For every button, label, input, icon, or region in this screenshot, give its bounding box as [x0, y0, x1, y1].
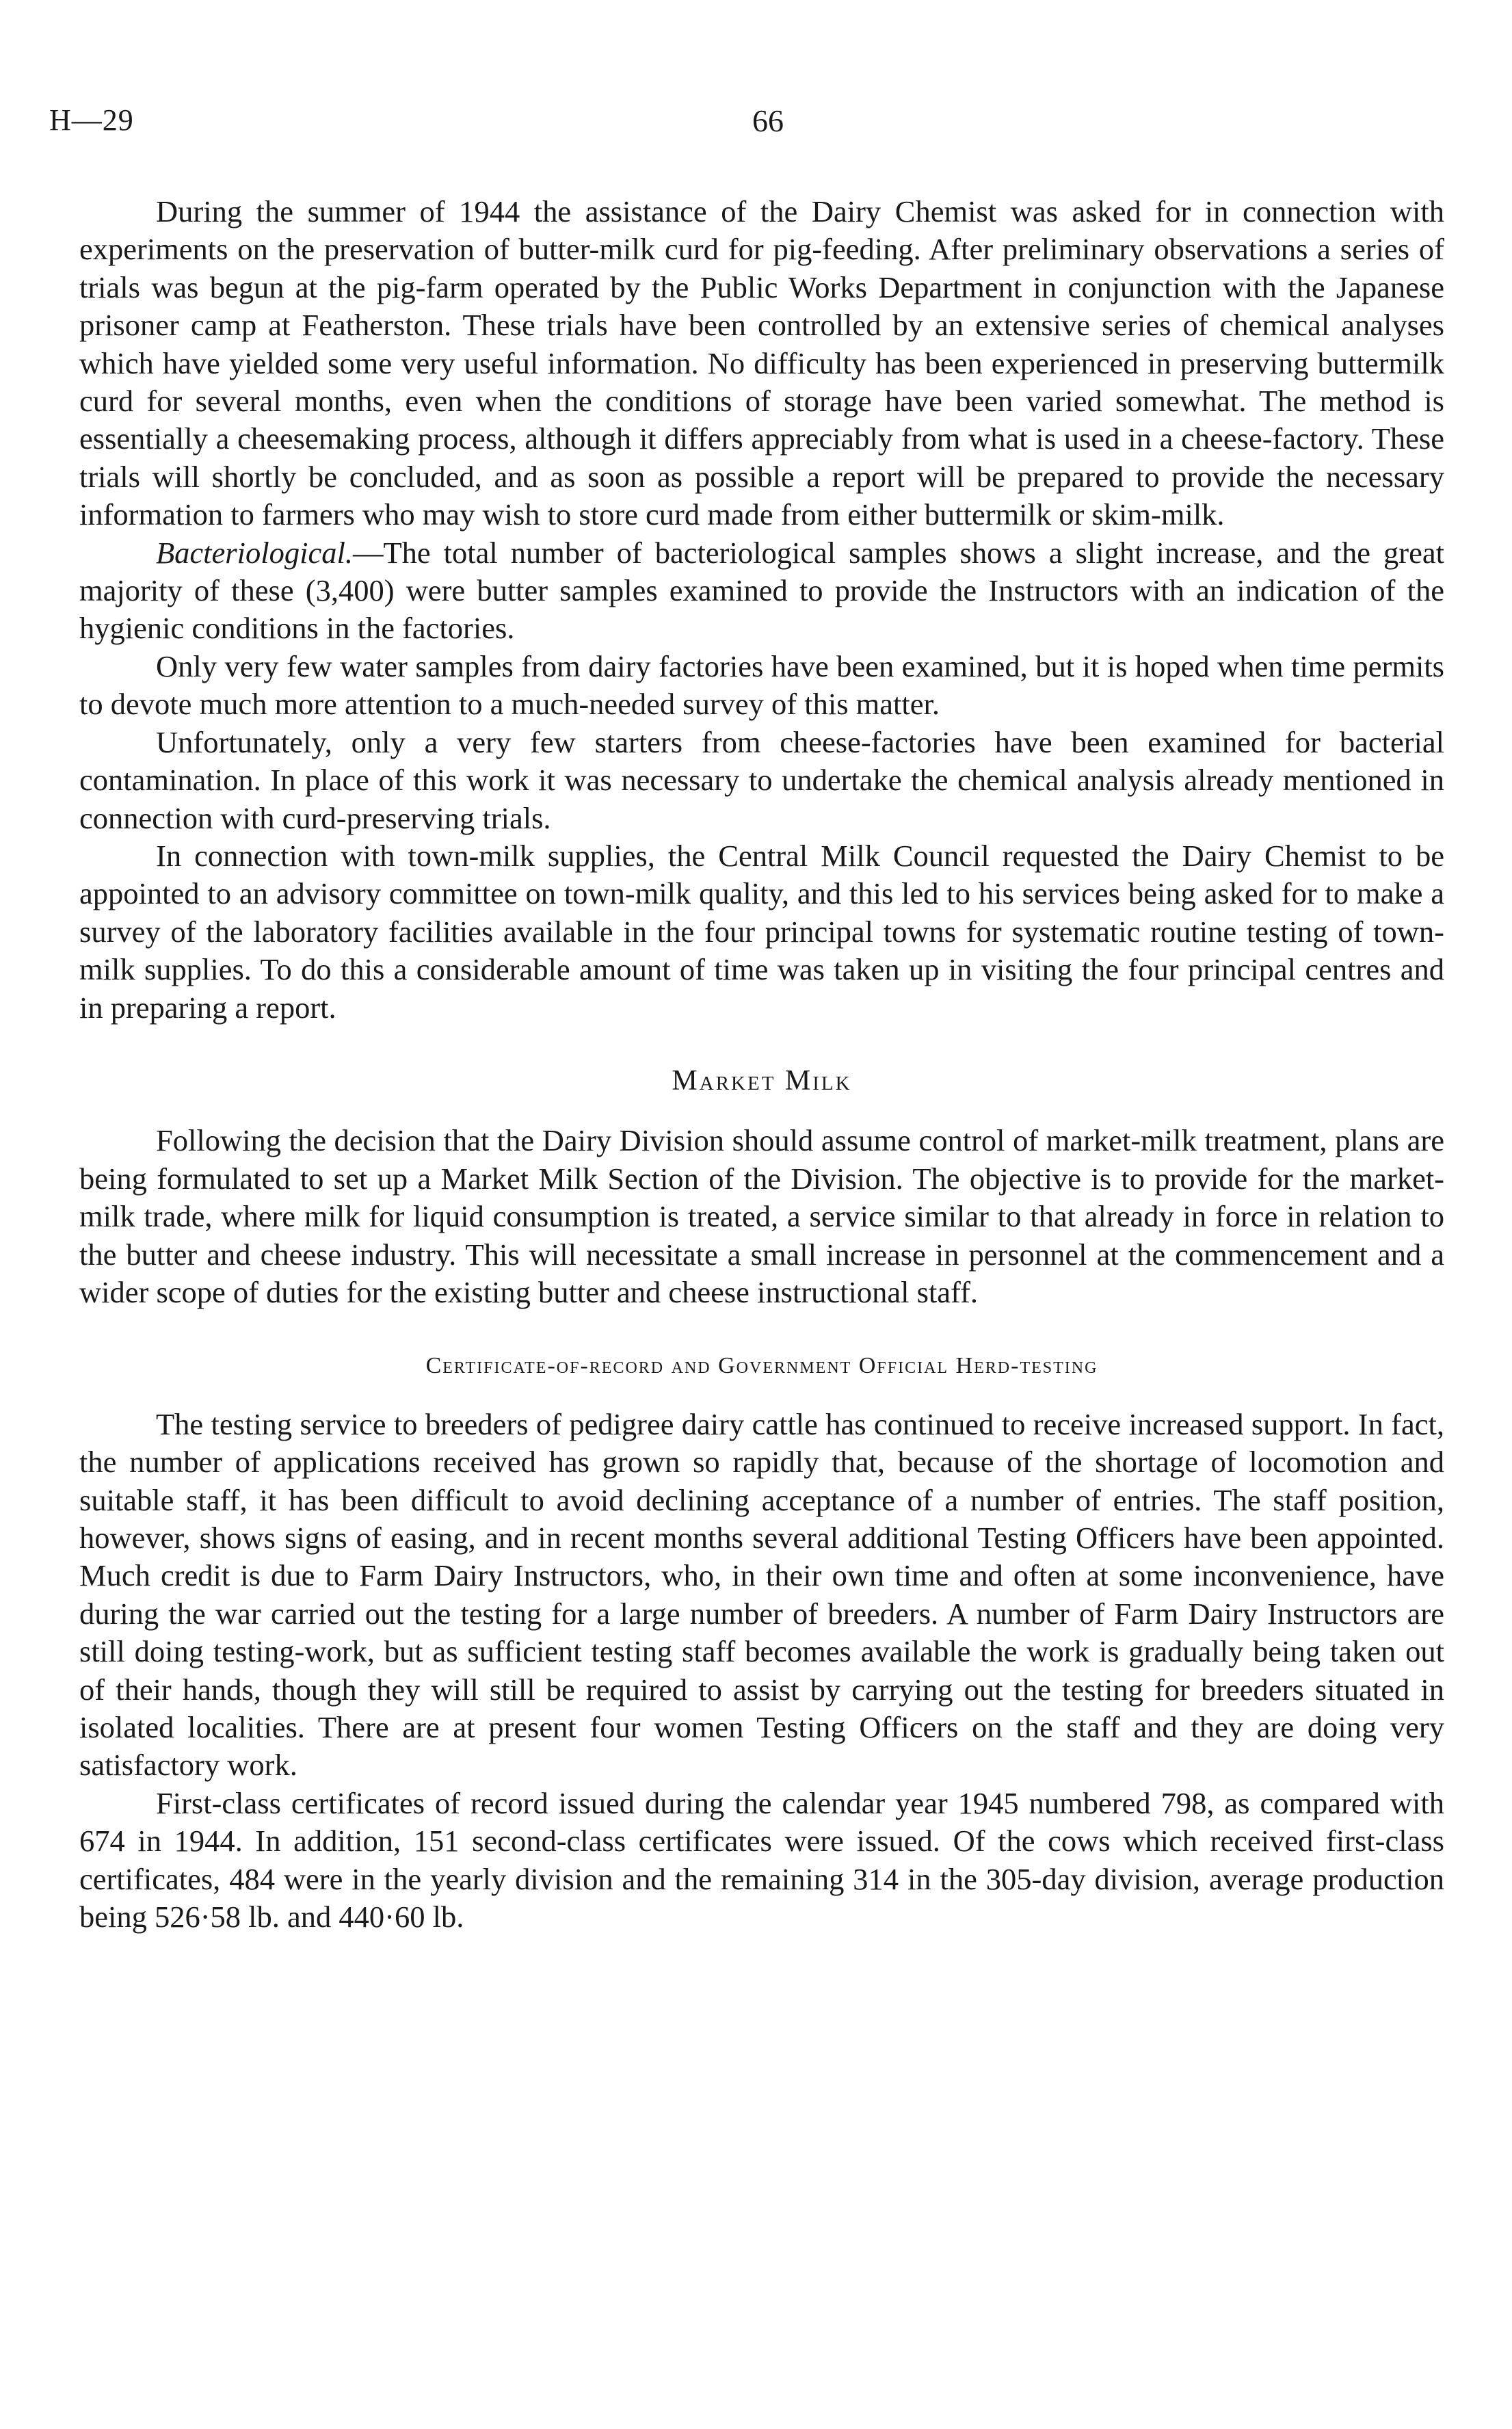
paragraph-bacteriological-text: —The total number of bacteriological samples shows a slight increase, and the great majority of these (3,400) were butter samples examined to provide the Instructors with an indication of the hygienic conditions in the factories. [79, 535, 1444, 646]
paragraph-bacteriological [79, 534, 1444, 648]
paragraph-buttermilk-curd: During the summer of 1944 the assistance of the Dairy Chemist was asked for in connection with experiments on the preservation of butter-milk curd for pig-feeding. After preliminary observations a series of trials was begun at the pig-farm operated by the Public Works Department in conjunction with the Japanese prisoner camp at Featherston. These trials have been controlled by an extensive series of chemical analyses which have yielded some very useful information. No difficulty has been experienced in preserving buttermilk curd for several months, even when the conditions of storage have been varied somewhat. The method is essentially a cheesemaking process, although it differs appreciably from what is used in a cheese-factory. These trials will shortly be concluded, and as soon as possible a report will be prepared to provide the necessary information to farmers who may wish to store curd made from either buttermilk or skim-milk. [79, 194, 1444, 532]
page-number: 66 [752, 103, 784, 138]
paragraph-testing-service: The testing service to breeders of pedigree dairy cattle has continued to receive increased support. In fact, the number of applications received has grown so rapidly that, because of the shortage of locomotion and suitable staff, it has been difficult to avoid declining acceptance of a number of entries. The staff position, however, shows signs of easing, and in recent months several additional Testing Officers have been appointed. Much credit is due to Farm Dairy Instructors, who, in their own time and often at some inconvenience, have during the war carried out the testing for a large number of breeders. A number of Farm Dairy Instructors are still doing testing-work, but as sufficient testing staff becomes available the work is gradually being taken out of their hands, though they will still be required to assist by carrying out the testing for breeders situated in isolated localities. There are at present four women Testing Officers on the staff and they are doing very satisfactory work. [79, 1406, 1444, 1783]
page-header [49, 103, 1472, 150]
paragraph-starters: Unfortunately, only a very few starters from cheese-factories have been examined for bacterial contamination. In place of this work it was necessary to undertake the chemical analysis already mentioned in connection with curd-preserving trials. [79, 724, 1444, 835]
paragraph-certificates: First-class certificates of record issued during the calendar year 1945 numbered 798, as compared with 674 in 1944. In addition, 151 second-class certificates were issued. Of the cows which received first-class certificates, 484 were in the yearly division and the remaining 314 in the 305-day division, average production being 526·58 lb. and 440·60 lb. [79, 1785, 1444, 1934]
paragraph-market-milk: Following the decision that the Dairy Division should assume control of market-milk treatment, plans are being formulated to set up a Market Milk Section of the Division. The objective is to provide for the market-milk trade, where milk for liquid consumption is treated, a service similar to that already in force in relation to the butter and cheese industry. This will necessitate a small increase in personnel at the commencement and a wider scope of duties for the existing butter and cheese instructional staff. [79, 1123, 1444, 1309]
section-heading-market-milk: Market Milk [672, 1064, 852, 1097]
document-reference: H—29 [49, 103, 134, 137]
paragraph-water-samples: Only very few water samples from dairy factories have been examined, but it is hoped when time permits to devote much more attention to a much-needed survey of this matter. [79, 648, 1444, 722]
paragraph-town-milk: In connection with town-milk supplies, the Central Milk Council requested the Dairy Chemist to be appointed to an advisory committee on town-milk quality, and this led to his services being asked for to make a survey of the laboratory facilities available in the four principal towns for systematic routine testing of town-milk supplies. To do this a considerable amount of time was taken up in visiting the four principal centres and in preparing a report. [79, 838, 1444, 1025]
document-body [79, 193, 1444, 1936]
run-in-heading-bacteriological: Bacteriological. [156, 535, 353, 570]
section-heading-herd-testing: Certificate-of-record and Government Official Herd-testing [425, 1353, 1098, 1379]
